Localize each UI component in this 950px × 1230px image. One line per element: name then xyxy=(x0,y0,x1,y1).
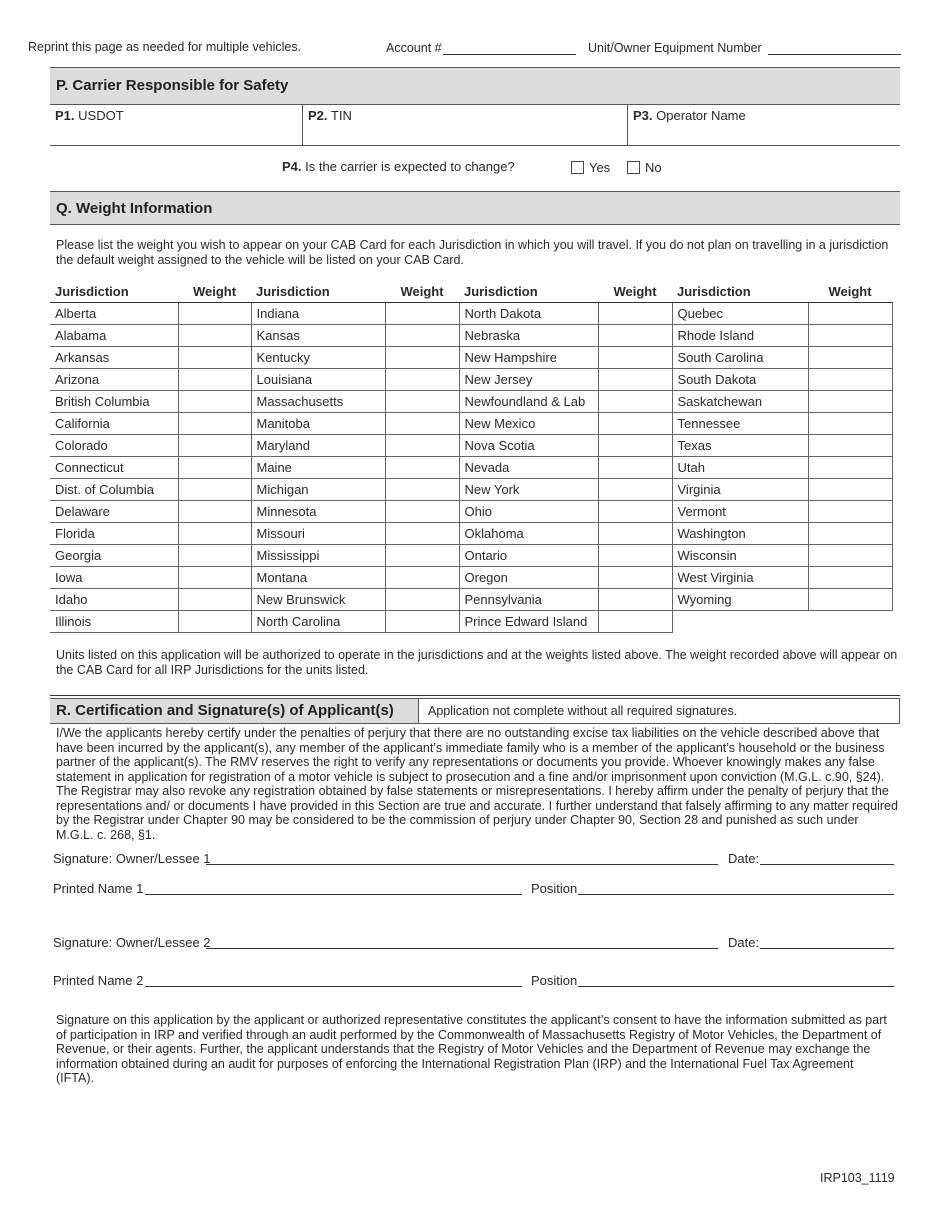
section-q-header: Q. Weight Information xyxy=(50,191,900,225)
weight-input-cell[interactable] xyxy=(385,369,459,391)
weight-input-cell[interactable] xyxy=(178,545,251,567)
empty-cell xyxy=(672,611,808,633)
position-2-label: Position xyxy=(531,973,578,988)
jurisdiction-name: Montana xyxy=(251,567,385,589)
jurisdiction-name: Idaho xyxy=(50,589,178,611)
printed-name-2-label: Printed Name 2 xyxy=(53,973,144,988)
weight-input-cell[interactable] xyxy=(178,303,251,325)
p3-label: Operator Name xyxy=(656,108,746,123)
jurisdiction-name: Michigan xyxy=(251,479,385,501)
table-row xyxy=(50,523,892,545)
signature-1-label: Signature: Owner/Lessee 1 xyxy=(53,851,211,866)
weight-input-cell[interactable] xyxy=(598,391,672,413)
jurisdiction-name: New York xyxy=(459,479,598,501)
r-top-rule xyxy=(50,695,900,696)
signature-1-line[interactable] xyxy=(206,864,718,865)
weight-input-cell[interactable] xyxy=(178,501,251,523)
no-checkbox[interactable] xyxy=(627,161,640,174)
weight-input-cell[interactable] xyxy=(598,457,672,479)
weight-input-cell[interactable] xyxy=(598,545,672,567)
no-label: No xyxy=(645,160,662,175)
table-row xyxy=(50,589,892,611)
weight-input-cell[interactable] xyxy=(385,391,459,413)
header-weight: Weight xyxy=(385,281,459,303)
date-1-label: Date: xyxy=(728,851,760,866)
weight-input-cell[interactable] xyxy=(808,501,892,523)
jurisdiction-name: South Carolina xyxy=(672,347,808,369)
weight-input-cell[interactable] xyxy=(178,435,251,457)
p4-number: P4. xyxy=(282,159,302,174)
weight-input-cell[interactable] xyxy=(598,303,672,325)
table-row xyxy=(50,435,892,457)
jurisdiction-name: Alberta xyxy=(50,303,178,325)
weight-input-cell[interactable] xyxy=(385,589,459,611)
jurisdiction-name: Ontario xyxy=(459,545,598,567)
weight-input-cell[interactable] xyxy=(178,325,251,347)
weight-input-cell[interactable] xyxy=(385,457,459,479)
weight-input-cell[interactable] xyxy=(598,413,672,435)
jurisdiction-name: Maryland xyxy=(251,435,385,457)
jurisdiction-name: Colorado xyxy=(50,435,178,457)
account-input[interactable] xyxy=(443,54,576,55)
jurisdiction-name: Prince Edward Island xyxy=(459,611,598,633)
weight-input-cell[interactable] xyxy=(598,501,672,523)
table-row xyxy=(50,457,892,479)
jurisdiction-name: Ohio xyxy=(459,501,598,523)
weight-input-cell[interactable] xyxy=(385,303,459,325)
p4-yes-option[interactable] xyxy=(571,160,610,175)
weight-input-cell[interactable] xyxy=(808,567,892,589)
jurisdiction-name: New Mexico xyxy=(459,413,598,435)
form-id: IRP103_1119 xyxy=(820,1171,895,1185)
jurisdiction-name: Iowa xyxy=(50,567,178,589)
jurisdiction-name: Virginia xyxy=(672,479,808,501)
jurisdiction-name: California xyxy=(50,413,178,435)
position-1-line[interactable] xyxy=(578,894,894,895)
jurisdiction-name: Nebraska xyxy=(459,325,598,347)
table-row xyxy=(50,611,892,633)
header-jurisdiction: Jurisdiction xyxy=(672,281,808,303)
weight-input-cell[interactable] xyxy=(385,501,459,523)
account-label: Account # xyxy=(386,41,442,55)
section-p-header: P. Carrier Responsible for Safety xyxy=(50,67,900,105)
jurisdiction-name: Vermont xyxy=(672,501,808,523)
date-2-line[interactable] xyxy=(760,948,894,949)
p2-tin-field[interactable] xyxy=(302,105,627,145)
weight-input-cell[interactable] xyxy=(385,413,459,435)
jurisdiction-name: South Dakota xyxy=(672,369,808,391)
weight-input-cell[interactable] xyxy=(178,611,251,633)
unit-number-input[interactable] xyxy=(768,54,901,55)
table-row xyxy=(50,369,892,391)
jurisdiction-name: Newfoundland & Lab xyxy=(459,391,598,413)
jurisdiction-name: Nevada xyxy=(459,457,598,479)
jurisdiction-name: New Brunswick xyxy=(251,589,385,611)
weight-input-cell[interactable] xyxy=(178,369,251,391)
position-1-label: Position xyxy=(531,881,578,896)
weight-input-cell[interactable] xyxy=(178,347,251,369)
table-row xyxy=(50,303,892,325)
jurisdiction-name: Manitoba xyxy=(251,413,385,435)
weight-input-cell[interactable] xyxy=(808,479,892,501)
weight-outro-text: Units listed on this application will be authorized to operate in the jurisdictions and at the weights listed above. The weight recorded above will appear on the CAB Card for all IRP Jurisdictions for the units listed. xyxy=(56,648,898,677)
weight-input-cell[interactable] xyxy=(385,567,459,589)
header-jurisdiction: Jurisdiction xyxy=(251,281,385,303)
jurisdiction-name: Georgia xyxy=(50,545,178,567)
weight-input-cell[interactable] xyxy=(808,413,892,435)
weight-input-cell[interactable] xyxy=(178,391,251,413)
jurisdiction-name: New Jersey xyxy=(459,369,598,391)
table-row xyxy=(50,413,892,435)
weight-input-cell[interactable] xyxy=(598,567,672,589)
jurisdiction-name: Alabama xyxy=(50,325,178,347)
reprint-note: Reprint this page as needed for multiple vehicles. xyxy=(28,40,302,54)
signature-2-line[interactable] xyxy=(206,948,718,949)
jurisdiction-name: Washington xyxy=(672,523,808,545)
weight-input-cell[interactable] xyxy=(598,523,672,545)
jurisdiction-weight-table xyxy=(50,281,893,633)
weight-input-cell[interactable] xyxy=(808,435,892,457)
table-row xyxy=(50,567,892,589)
jurisdiction-name: Tennessee xyxy=(672,413,808,435)
jurisdiction-name: Illinois xyxy=(50,611,178,633)
certification-text: I/We the applicants hereby certify under the penalties of perjury that there are no outstanding excise tax liabilities on the vehicle described above that have been incurred by the applicant(s), any member of the applicant’s immediate family who is a member of the applicant’s household or the business partner of the applicant(s). The RMV reserves the right to verify any representations or documents you provide. Whoever knowingly makes any false statement in application for registration of a motor vehicle is subject to prosecution and a fine and/or imprisonment upon conviction (M.G.L. c.90, §24). The Registrar may also revoke any registration obtained by false statements or misrepresentations. I hereby affirm under the penalty of perjury that the representations and/ or documents I have provided in this Section are true and accurate. I further understand that falsely affirming to any matter required by the Registrar under Chapter 90 may be considered to be the commission of perjury under Chapter 90, Section 28 and punished as such under M.G.L. c. 268, §1. xyxy=(56,726,898,842)
table-row xyxy=(50,545,892,567)
p2-number: P2. xyxy=(308,108,328,123)
jurisdiction-name: Minnesota xyxy=(251,501,385,523)
header-weight: Weight xyxy=(808,281,892,303)
weight-input-cell[interactable] xyxy=(178,457,251,479)
jurisdiction-name: Mississippi xyxy=(251,545,385,567)
weight-intro-text: Please list the weight you wish to appear on your CAB Card for each Jurisdiction in which you will travel. If you do not plan on travelling in a jurisdiction the default weight assigned to the vehicle will be listed on your CAB Card. xyxy=(56,238,889,267)
jurisdiction-name: New Hampshire xyxy=(459,347,598,369)
weight-input-cell[interactable] xyxy=(808,523,892,545)
table-row xyxy=(50,347,892,369)
jurisdiction-name: Arkansas xyxy=(50,347,178,369)
jurisdiction-name: Florida xyxy=(50,523,178,545)
jurisdiction-name: Quebec xyxy=(672,303,808,325)
jurisdiction-name: Maine xyxy=(251,457,385,479)
weight-input-cell[interactable] xyxy=(385,435,459,457)
header-weight: Weight xyxy=(598,281,672,303)
weight-input-cell[interactable] xyxy=(385,523,459,545)
weight-input-cell[interactable] xyxy=(598,589,672,611)
header-jurisdiction: Jurisdiction xyxy=(50,281,178,303)
jurisdiction-name: Nova Scotia xyxy=(459,435,598,457)
weight-input-cell[interactable] xyxy=(598,325,672,347)
weight-input-cell[interactable] xyxy=(808,391,892,413)
yes-checkbox[interactable] xyxy=(571,161,584,174)
p-row-divider xyxy=(50,145,900,146)
table-row xyxy=(50,391,892,413)
signature-2-label: Signature: Owner/Lessee 2 xyxy=(53,935,211,950)
jurisdiction-name: Dist. of Columbia xyxy=(50,479,178,501)
table-row xyxy=(50,501,892,523)
weight-input-cell[interactable] xyxy=(808,303,892,325)
jurisdiction-name: Wisconsin xyxy=(672,545,808,567)
header-weight: Weight xyxy=(178,281,251,303)
weight-input-cell[interactable] xyxy=(598,479,672,501)
weight-input-cell[interactable] xyxy=(808,347,892,369)
weight-input-cell[interactable] xyxy=(178,413,251,435)
weight-input-cell[interactable] xyxy=(385,325,459,347)
jurisdiction-name: Rhode Island xyxy=(672,325,808,347)
p2-label: TIN xyxy=(330,108,352,123)
empty-cell xyxy=(808,611,892,633)
section-r-header: R. Certification and Signature(s) of Applicant(s) xyxy=(50,698,418,724)
p1-number: P1. xyxy=(55,108,75,123)
signature-notice: Application not complete without all required signatures. xyxy=(418,698,900,724)
p1-usdot-field[interactable] xyxy=(50,105,302,145)
jurisdiction-name: Kansas xyxy=(251,325,385,347)
weight-input-cell[interactable] xyxy=(598,435,672,457)
date-1-line[interactable] xyxy=(760,864,894,865)
jurisdiction-name: Oregon xyxy=(459,567,598,589)
weight-input-cell[interactable] xyxy=(178,523,251,545)
jurisdiction-name: North Dakota xyxy=(459,303,598,325)
table-row xyxy=(50,479,892,501)
jurisdiction-name: Pennsylvania xyxy=(459,589,598,611)
weight-input-cell[interactable] xyxy=(598,611,672,633)
weight-input-cell[interactable] xyxy=(178,567,251,589)
p3-operator-name-field[interactable] xyxy=(627,105,900,145)
weight-input-cell[interactable] xyxy=(178,479,251,501)
printed-name-1-line[interactable] xyxy=(145,894,522,895)
weight-input-cell[interactable] xyxy=(808,369,892,391)
p3-number: P3. xyxy=(633,108,653,123)
weight-input-cell[interactable] xyxy=(178,589,251,611)
jurisdiction-name: British Columbia xyxy=(50,391,178,413)
weight-input-cell[interactable] xyxy=(598,369,672,391)
weight-input-cell[interactable] xyxy=(808,545,892,567)
table-header-row xyxy=(50,281,892,303)
jurisdiction-name: Connecticut xyxy=(50,457,178,479)
p4-question xyxy=(282,159,515,174)
weight-input-cell[interactable] xyxy=(598,347,672,369)
jurisdiction-name: North Carolina xyxy=(251,611,385,633)
p4-label: Is the carrier is expected to change? xyxy=(305,159,515,174)
jurisdiction-name: Saskatchewan xyxy=(672,391,808,413)
weight-input-cell[interactable] xyxy=(385,611,459,633)
jurisdiction-name: Missouri xyxy=(251,523,385,545)
weight-input-cell[interactable] xyxy=(385,545,459,567)
p1-label: USDOT xyxy=(78,108,124,123)
position-2-line[interactable] xyxy=(578,986,894,987)
jurisdiction-name: Utah xyxy=(672,457,808,479)
printed-name-1-label: Printed Name 1 xyxy=(53,881,144,896)
date-2-label: Date: xyxy=(728,935,760,950)
table-row xyxy=(50,325,892,347)
consent-text: Signature on this application by the applicant or authorized representative constitutes the applicant’s consent to have the information submitted as part of participation in IRP and verified through an audit performed by the Commonwealth of Massachusetts Registry of Motor Vehicles, the Department of Revenue, or their agents. Further, the applicant understands that the Registry of Motor Vehicles and the Department of Revenue may exchange the information obtained during an audit for purposes of enforcing the International Registration Plan (IRP) and the International Fuel Tax Agreement (IFTA). xyxy=(56,1013,887,1085)
weight-input-cell[interactable] xyxy=(808,457,892,479)
jurisdiction-name: Indiana xyxy=(251,303,385,325)
p4-no-option[interactable] xyxy=(627,160,662,175)
weight-input-cell[interactable] xyxy=(385,347,459,369)
jurisdiction-name: West Virginia xyxy=(672,567,808,589)
jurisdiction-name: Oklahoma xyxy=(459,523,598,545)
jurisdiction-name: Arizona xyxy=(50,369,178,391)
jurisdiction-name: Kentucky xyxy=(251,347,385,369)
weight-input-cell[interactable] xyxy=(808,589,892,611)
jurisdiction-name: Louisiana xyxy=(251,369,385,391)
jurisdiction-name: Massachusetts xyxy=(251,391,385,413)
printed-name-2-line[interactable] xyxy=(145,986,522,987)
jurisdiction-name: Wyoming xyxy=(672,589,808,611)
jurisdiction-name: Texas xyxy=(672,435,808,457)
yes-label: Yes xyxy=(589,160,611,175)
unit-number-label: Unit/Owner Equipment Number xyxy=(588,41,762,55)
jurisdiction-name: Delaware xyxy=(50,501,178,523)
weight-input-cell[interactable] xyxy=(385,479,459,501)
header-jurisdiction: Jurisdiction xyxy=(459,281,598,303)
weight-input-cell[interactable] xyxy=(808,325,892,347)
